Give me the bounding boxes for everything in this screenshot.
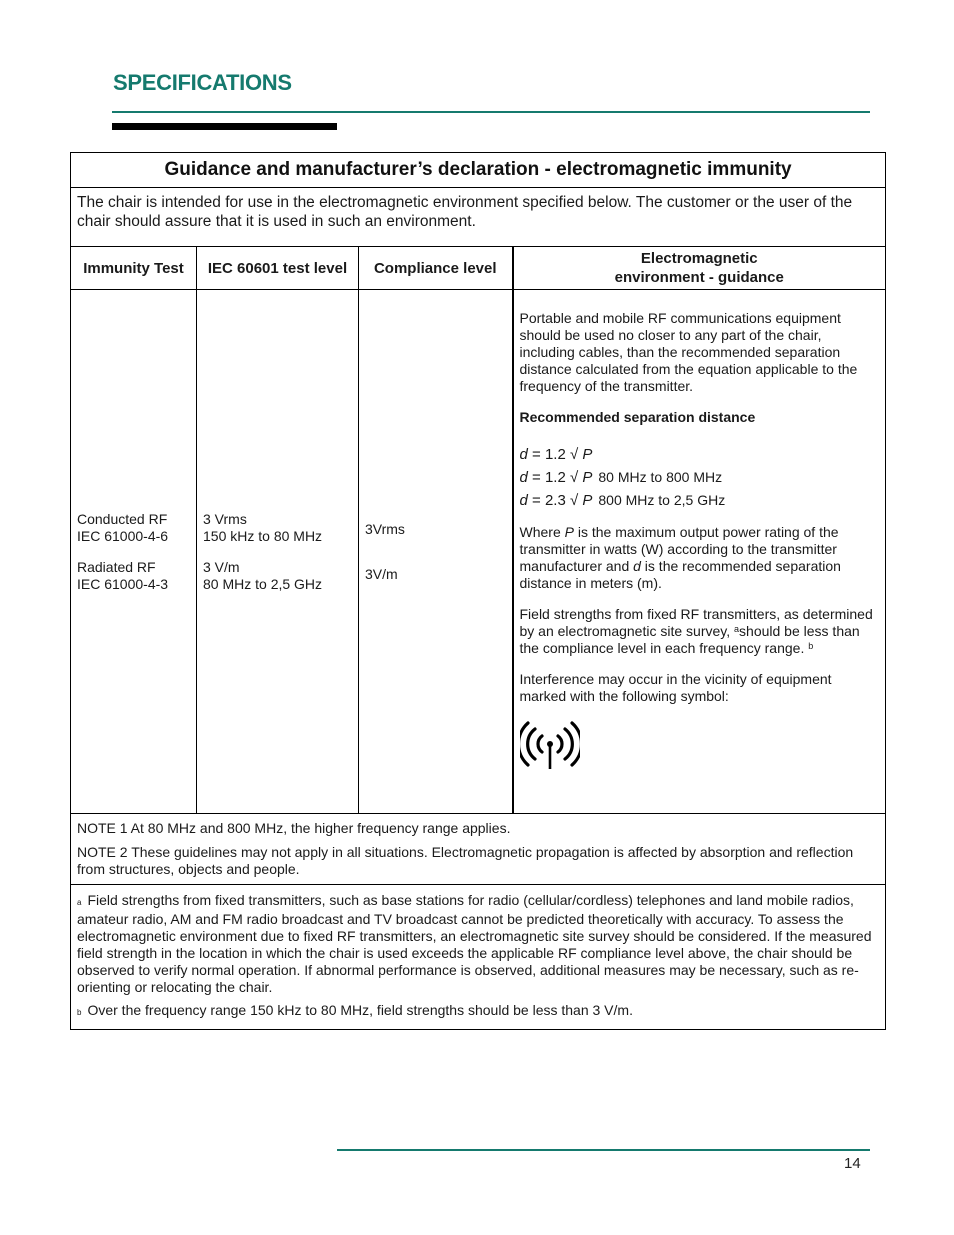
note-1: NOTE 1 At 80 MHz and 800 MHz, the higher frequency range applies.: [77, 820, 511, 836]
guidance-paragraph: Portable and mobile RF communications equipment should be used no closer to any part of the chair, including cables, than the recommended separation distance calculated from the equation applicable to the frequency of the transmitter.: [519, 310, 858, 394]
radiated-rf-label: Radiated RF: [77, 558, 156, 575]
header-environment-line1: Electromagnetic: [640, 250, 758, 267]
notes-cell: [71, 814, 886, 885]
cell-iec-level: [197, 290, 359, 814]
separation-distance-heading: Recommended separation distance: [519, 409, 756, 425]
interference-paragraph: Interference may occur in the vicinity of equipment marked with the following symbol:: [519, 671, 832, 704]
formula-1: d = 1.2 √ P: [519, 446, 593, 463]
conducted-rf-label: Conducted RF: [77, 510, 168, 527]
radiated-rf-standard: IEC 61000-4-3: [77, 575, 169, 592]
cell-environment-guidance: [513, 290, 886, 814]
conducted-level: 3 Vrms: [203, 510, 247, 527]
footnote-a: a Field strengths from fixed transmitters, such as base stations for radio (cellular/cordless) telephones and land mobile radios, amateur radio, AM and FM radio broadcast and TV broadcast cannot be predicted theoretically with accuracy. To assess the electromagnetic environment due to fixed RF transmitters, an electromagnetic site survey should be considered. If the measured field strength in the location in which the chair is used exceeds the applicable RF compliance level above, the chair should be observed to verify normal operation. If abnormal performance is observed, additional measures may be necessary, such as re-orienting or relocating the chair.: [77, 892, 872, 995]
formula-2: d = 1.2 √ P 80 MHz to 800 MHz: [519, 469, 723, 486]
radiated-level: 3 V/m: [203, 558, 240, 575]
table-intro: The chair is intended for use in the electromagnetic environment specified below. The customer or the user of the chair should assure that it is used in such an environment.: [71, 188, 886, 247]
footer-rule: [337, 1149, 870, 1151]
header-accent-bar: [112, 123, 337, 130]
page-title: SPECIFICATIONS: [113, 70, 292, 95]
cell-compliance-level: [359, 290, 513, 814]
emc-immunity-table: [70, 152, 886, 1030]
conducted-compliance: 3Vrms: [365, 520, 405, 537]
where-paragraph: Where P is the maximum output power rating of the transmitter in watts (W) according to the transmitter manufacturer and d is the recommended separation distance in meters (m).: [519, 524, 841, 591]
header-immunity-test: Immunity Test: [71, 247, 197, 290]
radiated-range: 80 MHz to 2,5 GHz: [203, 575, 323, 592]
page-number: 14: [844, 1155, 861, 1172]
header-rule: [112, 111, 870, 113]
non-ionizing-radiation-icon: [520, 719, 580, 771]
cell-immunity-test: [71, 290, 197, 814]
table-caption: Guidance and manufacturer’s declaration - electromagnetic immunity: [71, 153, 886, 188]
conducted-rf-standard: IEC 61000-4-6: [77, 527, 169, 544]
field-strength-paragraph: Field strengths from fixed RF transmitters, as determined by an electromagnetic site survey, $^a$should be less than the compliance level in each frequency range. $^b$: [519, 606, 873, 656]
header-compliance-level: Compliance level: [359, 247, 513, 290]
footnotes-cell: [71, 885, 886, 1030]
header-iec-level: IEC 60601 test level: [197, 247, 359, 290]
footnote-b: b Over the frequency range 150 kHz to 80 MHz, field strengths should be less than 3 V/m.: [77, 1002, 633, 1018]
note-2: NOTE 2 These guidelines may not apply in all situations. Electromagnetic propagation is affected by absorption and reflection from structures, objects and people.: [77, 844, 854, 877]
header-environment-guidance: [513, 247, 886, 290]
formula-3: d = 2.3 √ P 800 MHz to 2,5 GHz: [519, 492, 726, 509]
conducted-range: 150 kHz to 80 MHz: [203, 527, 323, 544]
header-environment-line2: environment - guidance: [614, 269, 784, 286]
radiated-compliance: 3V/m: [365, 565, 398, 582]
